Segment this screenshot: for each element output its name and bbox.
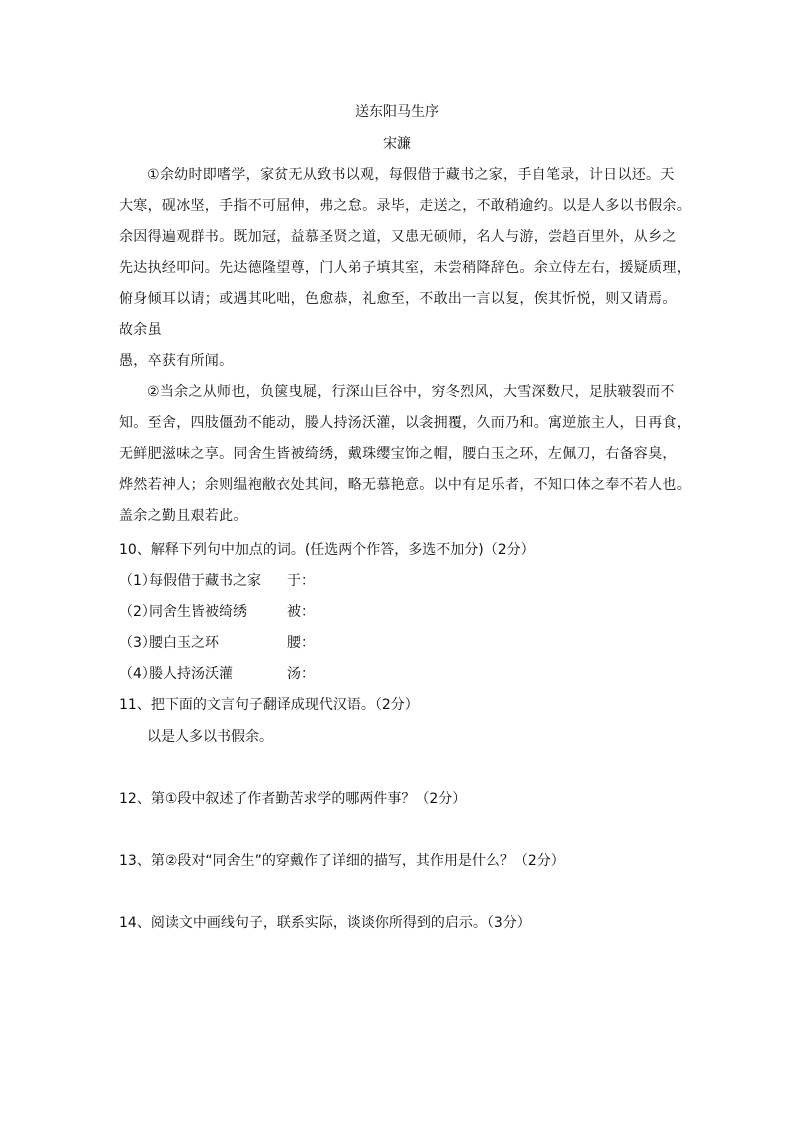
paragraph-2 <box>119 377 691 532</box>
question-10-item <box>119 664 315 684</box>
item-number: （1） <box>119 573 156 589</box>
document-title: 送东阳马生序 <box>355 104 439 120</box>
item-key-word: 腰： <box>287 635 315 651</box>
paragraph-2-line: 盖余之勤且艰若此。 <box>119 508 248 524</box>
item-number: （4） <box>119 666 156 682</box>
document-author: 宋濂 <box>383 136 411 152</box>
paragraph-1-line: 余因得遍观群书。既加冠，益慕圣贤之道，又患无硕师，名人与游，尝趋百里外，从乡之 <box>119 229 677 245</box>
paragraph-1-line: 先达执经叩问。先达德隆望尊，门人弟子填其室，未尝稍降辞色。余立侍左右，援疑质理， <box>119 260 691 276</box>
question-11: 11、把下面的文言句子翻译成现代汉语。（2分） <box>119 697 419 713</box>
item-number: （3） <box>119 635 156 651</box>
paragraph-2-line: 烨然若神人；余则缊袍敝衣处其间，略无慕艳意。以中有足乐者，不知口体之奉不若人也。 <box>119 477 691 493</box>
item-number: （2） <box>119 604 156 620</box>
question-12: 12、第①段中叙述了作者勤苦求学的哪两件事？（2分） <box>119 791 467 807</box>
question-10-item <box>119 633 315 653</box>
item-key-word: 于： <box>287 573 315 589</box>
question-13: 13、第②段对“同舍生”的穿戴作了详细的描写，其作用是什么？（2分） <box>119 853 565 869</box>
item-text: 媵人持汤沃灌 <box>149 666 233 682</box>
item-key-word: 汤： <box>287 666 315 682</box>
question-14: 14、阅读文中画线句子，联系实际，谈谈你所得到的启示。（3分） <box>119 915 531 931</box>
item-text: 每假借于藏书之家 <box>149 573 261 589</box>
question-11-sentence: 以是人多以书假余。 <box>147 729 273 745</box>
paragraph-1-line: 故余虽 <box>119 322 162 338</box>
question-10-item <box>119 602 315 622</box>
item-key-word: 被： <box>287 604 315 620</box>
question-10: 10、解释下列句中加点的词。(任选两个作答，多选不加分)（2分） <box>119 542 535 558</box>
question-10-item <box>119 571 315 591</box>
paragraph-2-line: 无鲜肥滋味之享。同舍生皆被绮绣，戴珠缨宝饰之帽，腰白玉之环，左佩刀，右备容臭， <box>119 446 677 462</box>
paragraph-2-line: 知。至舍，四肢僵劲不能动，媵人持汤沃灌，以衾拥覆，久而乃和。寓逆旅主人，日再食， <box>119 415 691 431</box>
paragraph-1 <box>119 160 691 377</box>
paragraph-1-line: 愚，卒获有所闻。 <box>119 353 234 369</box>
paragraph-1-line: 俯身倾耳以请；或遇其叱咄，色愈恭，礼愈至，不敢出一言以复，俟其忻悦，则又请焉。 <box>119 291 677 307</box>
paragraph-2-line: ②当余之从师也，负箧曳屣，行深山巨谷中，穷冬烈风，大雪深数尺，足肤皲裂而不 <box>147 384 675 400</box>
item-text: 腰白玉之环 <box>149 635 219 651</box>
paragraph-1-line: 大寒，砚冰坚，手指不可屈伸，弗之怠。录毕，走送之，不敢稍逾约。以是人多以书假余。 <box>119 198 691 214</box>
paragraph-1-line: ①余幼时即嗜学，家贫无从致书以观，每假借于藏书之家，手自笔录，计日以还。天 <box>147 167 675 183</box>
item-text: 同舍生皆被绮绣 <box>149 604 247 620</box>
